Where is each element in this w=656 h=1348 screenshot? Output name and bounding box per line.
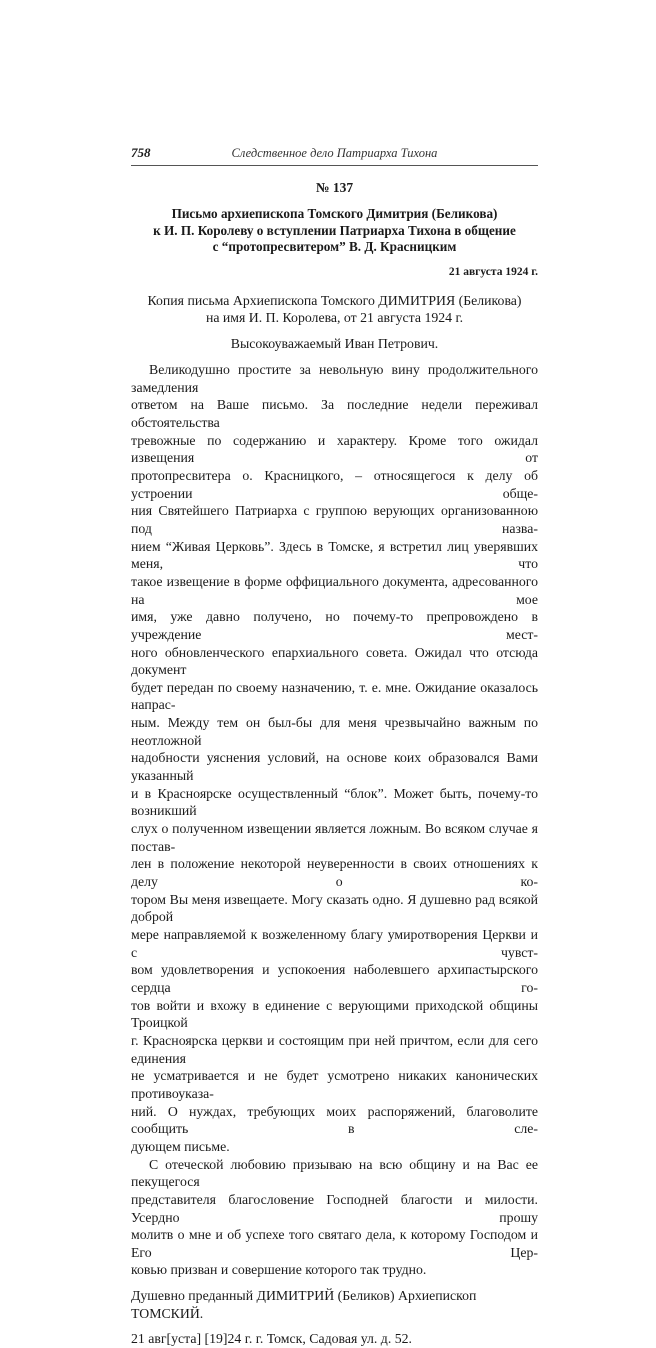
text-line: тов войти и вхожу в единение с верующими приходской общины Троицкой [131,997,538,1031]
text-line: г. Красноярска церкви и состоящим при ней причтом, если для сего единения [131,1032,538,1066]
text-line: тором Вы меня извещаете. Могу сказать одно. Я душевно рад всякой доброй [131,891,538,925]
text-line: тревожные по содержанию и характеру. Кроме того ожидал извещения от [131,432,538,466]
document-title-line: Письмо архиепископа Томского Димитрия (Беликова) [171,206,498,221]
text-line: такое извещение в форме оффициального документа, адресованного на мое [131,573,538,607]
text-line: будет передан по своему назначению, т. е. мне. Ожидание оказалось напрас- [131,679,538,713]
copy-heading [131,292,538,327]
text-line: ответом на Ваше письмо. За последние недели переживал обстоятельства [131,397,538,430]
page-number: 758 [131,145,151,160]
text-line: лен в положение некоторой неуверенности в своих отношениях к делу о ко- [131,856,538,890]
text-line: не усматривается и не будет усмотрено никаких канонических противоуказа- [131,1068,538,1101]
document-date: 21 августа 1924 г. [448,265,538,278]
paragraph [131,361,538,1156]
text-line: дующем письме. [131,1138,230,1154]
text-line: нием “Живая Церковь”. Здесь в Томске, я встретил лиц уверявших меня, что [131,538,538,572]
text-line: мере направляемой к возжеленному благу умиротворения Церкви и с чувст- [131,927,538,960]
book-page [131,145,538,1348]
document-title-line: к И. П. Королеву о вступлении Патриарха Тихона в общение [153,222,516,238]
text-line: Великодушно простите за невольную вину продолжительного замедления [131,362,538,395]
text-line: ковью призван и совершение которого так трудно. [131,1262,427,1278]
salutation: Высокоуважаемый Иван Петрович. [230,335,439,351]
letter-body [131,361,538,1279]
copy-heading-line: на имя И. П. Королева, от 21 августа 1924 г. [205,310,464,325]
text-line: молитв о мне и об успехе того святаго дела, к которому Господом и Его Цер- [131,1227,538,1260]
text-line: вом удовлетворения и успокоения наболевшего архипастырского сердца го- [131,962,538,995]
document-title-line: с “протопресвитером” В. Д. Красницким [212,239,457,254]
text-line: ного обновленческого епархиального совета. Ожидал что отсюда документ [131,644,538,678]
text-line: слух о полученном извещении является ложным. Во всяком случае я постав- [131,821,538,854]
text-line: ным. Между тем он был-бы для меня чрезвычайно важным по неотложной [131,715,538,748]
text-line: ния Святейшего Патриарха с группою верующих организованною под назва- [131,503,538,536]
text-line: представителя благословение Господней благости и милости. Усердно прошу [131,1191,538,1225]
paragraph [131,1156,538,1280]
text-line: имя, уже давно получено, но почему-то препровождено в учреждение мест- [131,609,538,642]
text-line: надобности уяснения условий, на основе коих образовался Вами указанный [131,750,538,784]
closing-date: 21 авг[уста] [19]24 г. г. Томск, Садовая ул. д. 52. [131,1331,412,1347]
text-line: и в Красноярске осуществленный “блок”. Может быть, почему-то возникший [131,785,538,819]
running-title: Следственное дело Патриарха Тихона [231,146,438,160]
text-line: протопресвитера о. Красницкого, – относящегося к делу об устроении обще- [131,467,538,501]
document-title [131,206,538,256]
copy-heading-line: Копия письма Архиепископа Томского ДИМИТРИЯ (Беликова) [147,292,522,308]
signature: Душевно преданный ДИМИТРИЙ (Беликов) Архиепископ ТОМСКИЙ. [131,1288,477,1321]
running-header [131,145,538,166]
document-number: № 137 [315,180,354,195]
text-line: С отеческой любовию призываю на всю общину и на Вас ее пекущегося [131,1156,538,1190]
text-line: ний. О нуждах, требующих моих распоряжений, благоволите сообщить в сле- [131,1103,538,1137]
